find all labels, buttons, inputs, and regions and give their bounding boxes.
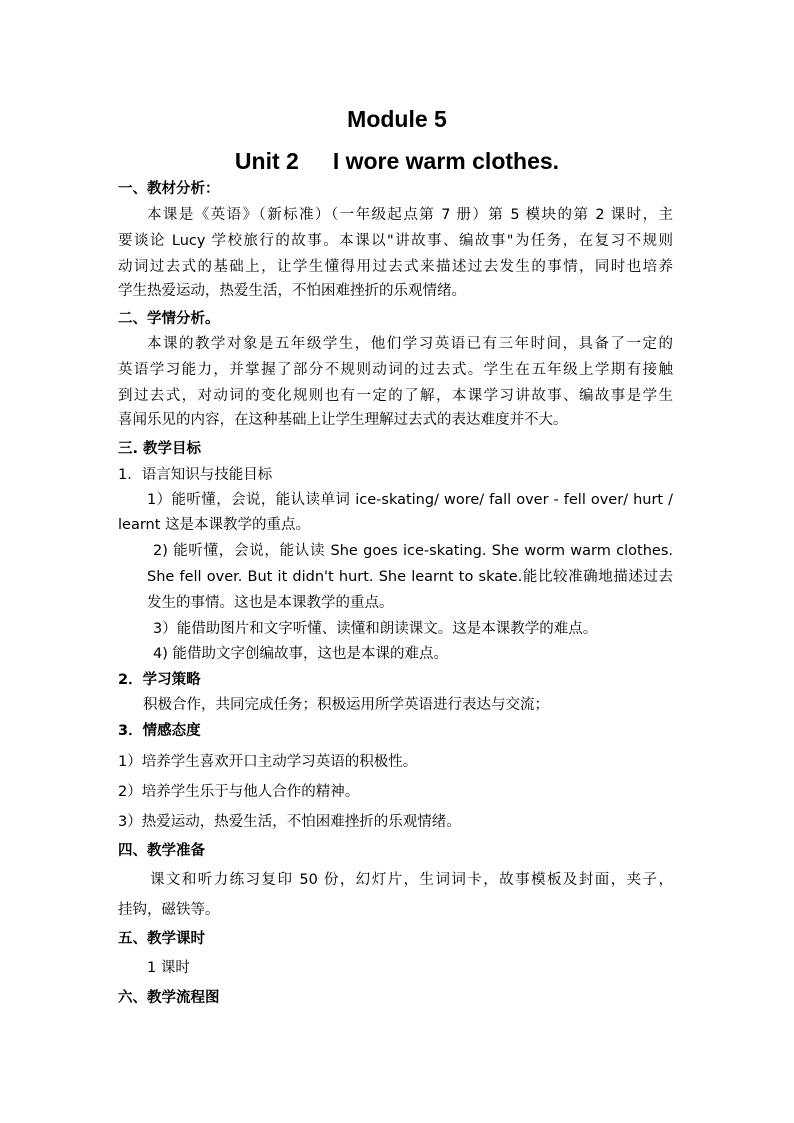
s4-line-2: 挂钩，磁铁等。 [118, 902, 220, 918]
unit-label: Unit 2 [234, 148, 299, 174]
section-2-heading: 二、学情分析。 [118, 311, 220, 327]
s2-line-3: 到过去式，对动词的变化规则也有一定的了解，本课学习讲故事、编故事是学生 [118, 388, 673, 404]
section-4-heading: 四、教学准备 [118, 843, 205, 859]
attitude-3: 3）热爱运动，热爱生活，不怕困难挫折的乐观情绪。 [118, 814, 461, 830]
strategy-text: 积极合作，共同完成任务；积极运用所学英语进行表达与交流； [143, 697, 549, 713]
goal-2-line-3: 发生的事情。这也是本课教学的重点。 [147, 595, 394, 611]
attitude-1: 1）培养学生喜欢开口主动学习英语的积极性。 [118, 754, 418, 770]
s3-sub-1: 1．语言知识与技能目标 [118, 467, 273, 483]
module-title: Module 5 [347, 106, 447, 132]
goal-2-line-1: 2) 能听懂，会说，能认读 She goes ice-skating. She worm warm clothes. [153, 543, 673, 559]
s1-line-3: 动词过去式的基础上，让学生懂得用过去式来描述过去发生的事情，同时也培养 [118, 259, 673, 275]
goal-1-line-2: learnt 这是本课教学的重点。 [118, 517, 311, 533]
goal-1-line-1: 1）能听懂，会说，能认读单词 ice-skating/ wore/ fall over - fell over/ hurt / [147, 492, 673, 508]
section-1-heading: 一、教材分析： [118, 181, 220, 197]
s1-line-4: 学生热爱运动，热爱生活，不怕困难挫折的乐观情绪。 [118, 283, 466, 299]
s3-sub-2: 2．学习策略 [118, 672, 201, 688]
goal-2-line-2: She fell over. But it didn't hurt. She learnt to skate.能比较准确地描述过去 [147, 569, 673, 585]
s2-line-4: 喜闻乐见的内容，在这种基础上让学生理解过去式的表达难度并不大。 [118, 412, 568, 428]
unit-title [0, 146, 794, 176]
section-6-heading: 六、教学流程图 [118, 990, 220, 1006]
section-5-heading: 五、教学课时 [118, 931, 205, 947]
s1-line-1: 本课是《英语》（新标准）（一年级起点第 7 册）第 5 模块的第 2 课时，主 [147, 207, 673, 223]
s5-text: 1 课时 [147, 960, 190, 976]
s2-line-1: 本课的教学对象是五年级学生，他们学习英语已有三年时间，具备了一定的 [147, 336, 673, 352]
section-3-heading: 三. 教学目标 [118, 441, 202, 457]
goal-4: 4) 能借助文字创编故事，这也是本课的难点。 [153, 646, 448, 662]
attitude-2: 2）培养学生乐于与他人合作的精神。 [118, 784, 360, 800]
s2-line-2: 英语学习能力，并掌握了部分不规则动词的过去式。学生在五年级上学期有接触 [118, 362, 673, 378]
s1-line-2: 要谈论 Lucy 学校旅行的故事。本课以"讲故事、编故事"为任务，在复习不规则 [118, 233, 673, 249]
goal-3: 3）能借助图片和文字听懂、读懂和朗读课文。这是本课教学的难点。 [153, 621, 598, 637]
unit-title-text: I wore warm clothes. [332, 148, 560, 174]
s4-line-1: 课文和听力练习复印 50 份，幻灯片，生词词卡，故事模板及封面，夹子， [150, 872, 673, 888]
s3-sub-3: 3．情感态度 [118, 723, 201, 739]
